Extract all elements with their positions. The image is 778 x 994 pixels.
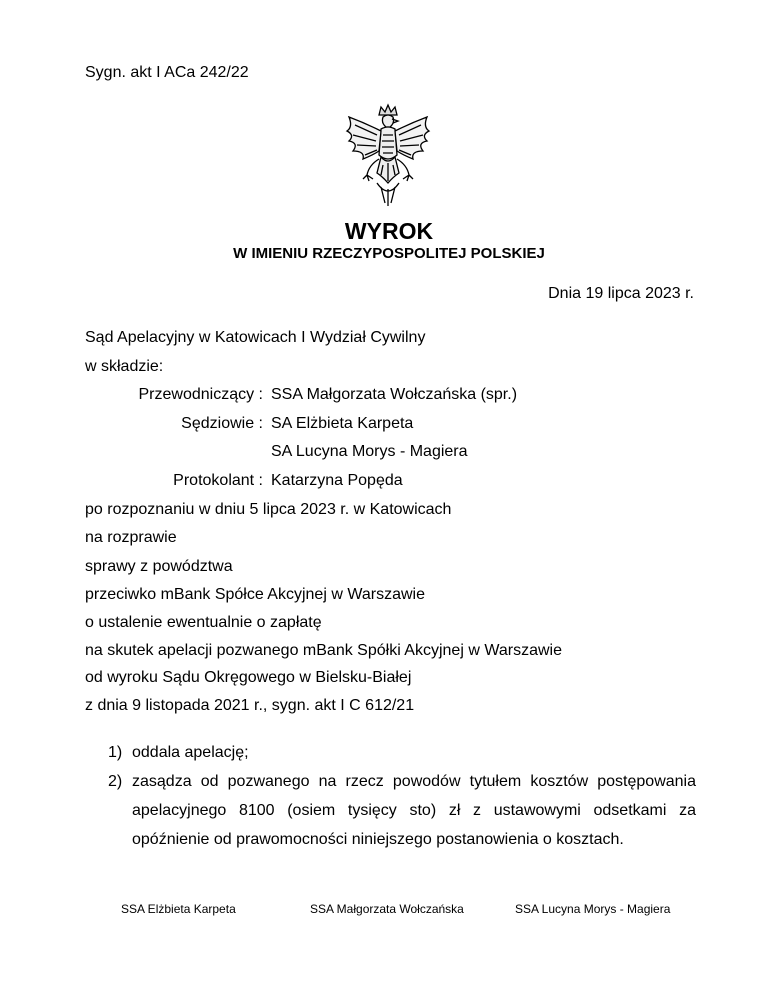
case-line: na rozprawie <box>85 529 177 546</box>
signature-1: SSA Elżbieta Karpeta <box>121 902 236 916</box>
case-line: sprawy z powództwa <box>85 558 233 575</box>
judge-1: SA Elżbieta Karpeta <box>271 415 414 432</box>
judgment-date: Dnia 19 lipca 2023 r. <box>548 285 694 302</box>
judges-label: Sędziowie : <box>181 415 263 432</box>
ruling-item <box>108 738 696 767</box>
ruling-text: zasądza od pozwanego na rzecz powodów tytułem kosztów postępowania apelacyjnego 8100 (osiem tysięcy sto) zł z ustawowymi odsetkami za opóźnienie od prawomocności niniejszego postanowienia o kosztach. <box>132 773 696 848</box>
case-line: przeciwko mBank Spółce Akcyjnej w Warszawie <box>85 586 425 603</box>
presiding-judge: SSA Małgorzata Wołczańska (spr.) <box>271 386 518 403</box>
case-line: od wyroku Sądu Okręgowego w Bielsku-Białej <box>85 669 412 686</box>
signature-2: SSA Małgorzata Wołczańska <box>310 902 464 916</box>
polish-eagle-emblem-icon <box>343 103 433 208</box>
case-line: o ustalenie ewentualnie o zapłatę <box>85 614 322 631</box>
ruling-text: oddala apelację; <box>132 744 249 761</box>
court-name: Sąd Apelacyjny w Katowicach I Wydział Cywilny <box>85 329 426 346</box>
ruling-number: 2) <box>108 773 123 790</box>
composition-intro: w składzie: <box>85 358 164 375</box>
clerk-name: Katarzyna Popęda <box>271 472 403 489</box>
document-title: WYROK <box>344 218 434 244</box>
case-number: Sygn. akt I ACa 242/22 <box>85 64 249 81</box>
presiding-label: Przewodniczący : <box>138 386 263 403</box>
ruling-number: 1) <box>108 744 123 761</box>
case-line: z dnia 9 listopada 2021 r., sygn. akt I C 612/21 <box>85 697 415 714</box>
signature-3: SSA Lucyna Morys - Magiera <box>515 902 671 916</box>
document-subtitle: W IMIENIU RZECZYPOSPOLITEJ POLSKIEJ <box>233 245 545 262</box>
ruling-item <box>108 767 696 854</box>
case-line: na skutek apelacji pozwanego mBank Spółki Akcyjnej w Warszawie <box>85 642 562 659</box>
case-line: po rozpoznaniu w dniu 5 lipca 2023 r. w Katowicach <box>85 501 452 518</box>
clerk-label: Protokolant : <box>173 472 263 489</box>
judge-2: SA Lucyna Morys - Magiera <box>271 443 468 460</box>
